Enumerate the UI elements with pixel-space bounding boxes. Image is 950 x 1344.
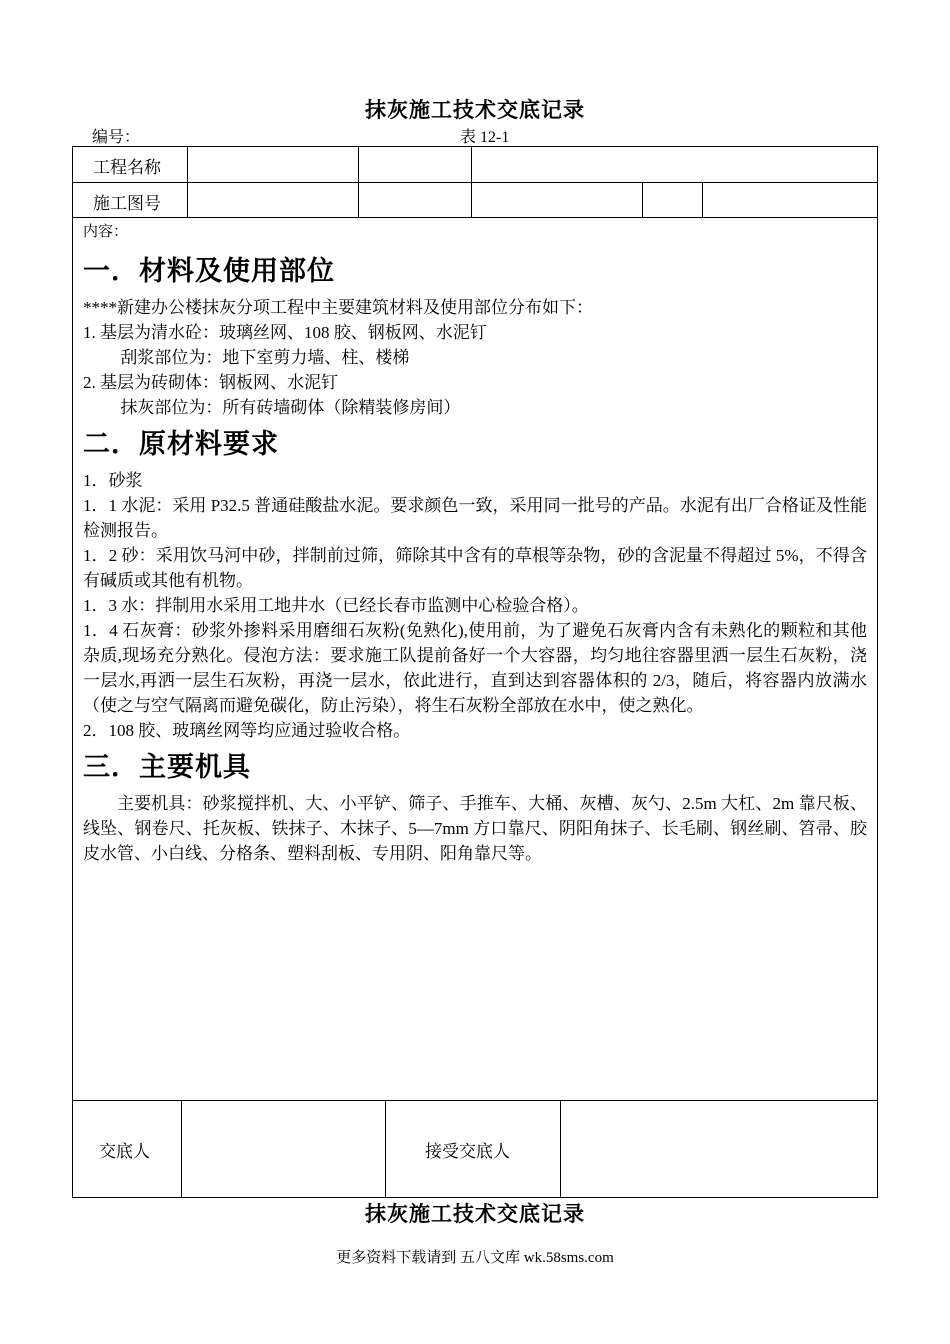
record-table — [72, 146, 878, 1198]
project-name-label: 工程名称 — [93, 158, 161, 177]
text-line: 主要机具：砂浆搅拌机、大、小平铲、筛子、手推车、大桶、灰槽、灰勺、2.5m 大杠、2m 靠尺板、线坠、钢卷尺、托灰板、铁抹子、木抹子、5—7mm 方口靠尺、阴阳角抹子、长毛刷、钢丝刷、笤帚、胶皮水管、小白线、分格条、塑料刮板、专用阴、阳角靠尺等。 — [83, 794, 867, 863]
number-label: 编号： — [92, 129, 141, 146]
content-body — [83, 247, 867, 866]
text-line: 1．1 水泥：采用 P32.5 普通硅酸盐水泥。要求颜色一致，采用同一批号的产品。水泥有出厂合格证及性能检测报告。 — [83, 496, 867, 540]
text-line: 1．2 砂：采用饮马河中砂，拌制前过筛，筛除其中含有的草根等杂物，砂的含泥量不得超过 5%，不得含有碱质或其他有机物。 — [83, 546, 867, 590]
text-line: 2. 基层为砖砌体：钢板网、水泥钉 — [83, 373, 338, 392]
text-line: 1．3 水：拌制用水采用工地井水（已经长春市监测中心检验合格）。 — [83, 596, 589, 615]
text-line: 1．4 石灰膏：砂浆外掺料采用磨细石灰粉(免熟化),使用前，为了避免石灰膏内含有未熟化的颗粒和其他杂质,现场充分熟化。侵泡方法：要求施工队提前备好一个大容器，均匀地往容器里洒一层生石灰粉，浇一层水,再洒一层生石灰粉，再浇一层水，依此进行，直到达到容器体积的 2/3，随后，将容器内放满水（使之与空气隔离而避免碳化，防止污染），将生石灰粉全部放在水中，使之熟化。 — [83, 621, 867, 715]
receiver-label: 接受交底人 — [425, 1142, 510, 1161]
table-label: 表 12-1 — [460, 129, 510, 146]
text-line: 1．砂浆 — [83, 471, 143, 490]
section-heading: 三．主要机具 — [83, 752, 251, 782]
text-line: 1. 基层为清水砼：玻璃丝网、108 胶、钢板网、水泥钉 — [83, 323, 487, 342]
footer-text[interactable]: 更多资料下载请到 五八文库 wk.58sms.com — [336, 1250, 614, 1266]
section-heading: 二．原材料要求 — [83, 429, 279, 459]
text-line: 刮浆部位为：地下室剪力墙、柱、楼梯 — [120, 348, 410, 367]
text-line: 2．108 胶、玻璃丝网等均应通过验收合格。 — [83, 721, 411, 740]
page-title: 抹灰施工技术交底记录 — [365, 98, 585, 122]
bottom-title: 抹灰施工技术交底记录 — [365, 1202, 585, 1226]
section-heading: 一．材料及使用部位 — [83, 256, 335, 286]
text-line: ****新建办公楼抹灰分项工程中主要建筑材料及使用部位分布如下： — [83, 298, 593, 317]
text-line: 抹灰部位为：所有砖墙砌体（除精装修房间） — [120, 398, 461, 417]
content-label: 内容： — [83, 224, 129, 240]
drawing-number-label: 施工图号 — [93, 194, 161, 213]
signer-label: 交底人 — [99, 1142, 150, 1161]
